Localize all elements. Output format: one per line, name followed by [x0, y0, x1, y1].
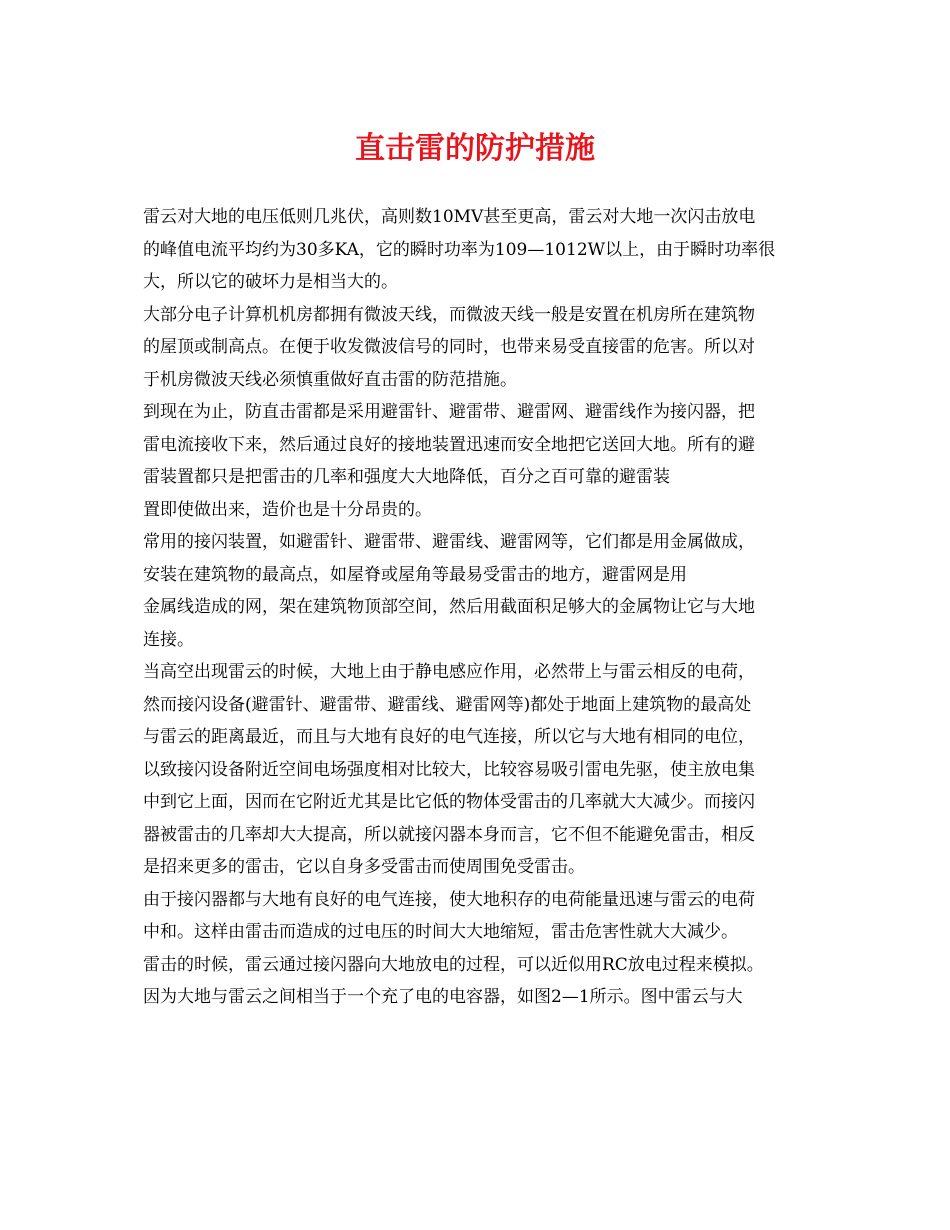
text-line: 雷击的时候，雷云通过接闪器向大地放电的过程，可以近似用RC放电过程来模拟。	[143, 954, 764, 975]
text-line: 的峰值电流平均约为30多KA，它的瞬时功率为109—1012W以上，由于瞬时功率很	[143, 239, 776, 260]
document-body	[143, 201, 823, 1014]
text-line: 常用的接闪装置，如避雷针、避雷带、避雷线、避雷网等，它们都是用金属做成，	[143, 532, 755, 552]
text-line: 的屋顶或制高点。在便于收发微波信号的同时，也带来易受直接雷的危害。所以对	[143, 337, 755, 357]
text-line: 大部分电子计算机机房都拥有微波天线，而微波天线一般是安置在机房所在建筑物	[143, 304, 755, 325]
text-line: 中和。这样由雷击而造成的过电压的时间大大地缩短，雷击危害性就大大减少。	[143, 922, 738, 942]
text-line: 置即使做出来，造价也是十分昂贵的。	[143, 499, 432, 520]
text-line: 器被雷击的几率却大大提高，所以就接闪器本身而言，它不但不能避免雷击，相反	[143, 824, 755, 845]
text-line: 于机房微波天线必须慎重做好直击雷的防范措施。	[143, 369, 517, 390]
text-line: 到现在为止，防直击雷都是采用避雷针、避雷带、避雷网、避雷线作为接闪器，把	[143, 402, 755, 422]
text-line: 连接。	[143, 629, 194, 650]
text-line: 雷装置都只是把雷击的几率和强度大大地降低，百分之百可靠的避雷装	[143, 467, 670, 487]
text-line: 与雷云的距离最近，而且与大地有良好的电气连接，所以它与大地有相同的电位，	[143, 727, 755, 747]
text-line: 安装在建筑物的最高点，如屋脊或屋角等最易受雷击的地方，避雷网是用	[143, 564, 687, 585]
text-line: 雷电流接收下来，然后通过良好的接地装置迅速而安全地把它送回大地。所有的避	[143, 434, 755, 455]
text-line: 是招来更多的雷击，它以自身多受雷击而使周围免受雷击。	[143, 857, 585, 877]
text-line: 以致接闪设备附近空间电场强度相对比较大，比较容易吸引雷电先驱，使主放电集	[143, 759, 755, 780]
text-line: 金属线造成的网，架在建筑物顶部空间，然后用截面积足够大的金属物让它与大地	[143, 597, 755, 617]
text-line: 由于接闪器都与大地有良好的电气连接，使大地积存的电荷能量迅速与雷云的电荷	[143, 889, 755, 910]
text-line: 因为大地与雷云之间相当于一个充了电的电容器，如图2—1所示。图中雷云与大	[143, 987, 743, 1007]
text-line: 大，所以它的破坏力是相当大的。	[143, 272, 398, 292]
text-line: 雷云对大地的电压低则几兆伏，高则数10MV甚至更高，雷云对大地一次闪击放电	[143, 207, 756, 227]
text-line: 当高空出现雷云的时候，大地上由于静电感应作用，必然带上与雷云相反的电荷，	[143, 662, 755, 682]
text-line: 中到它上面，因而在它附近尤其是比它低的物体受雷击的几率就大大减少。而接闪	[143, 792, 755, 812]
text-line: 然而接闪设备(避雷针、避雷带、避雷线、避雷网等)都处于地面上建筑物的最高处	[143, 694, 752, 715]
document-title: 直击雷的防护措施	[355, 131, 595, 166]
